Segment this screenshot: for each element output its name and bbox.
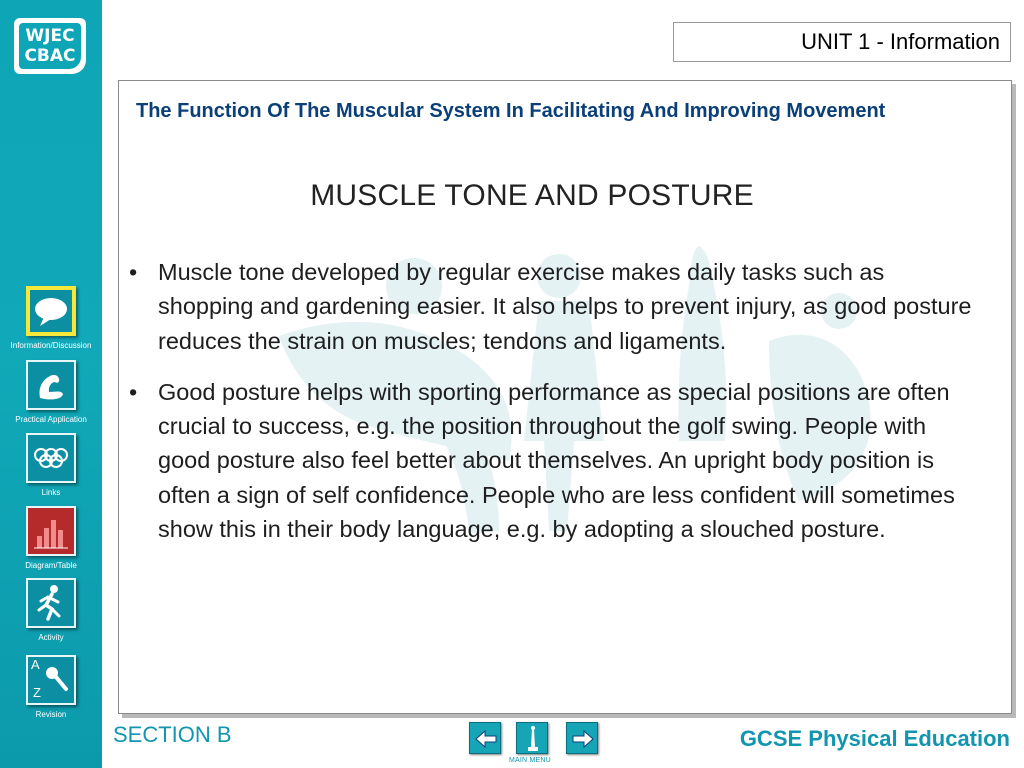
main-menu-button[interactable] bbox=[516, 722, 548, 754]
sidebar-item-revision[interactable] bbox=[0, 655, 102, 720]
bullet-text: Muscle tone developed by regular exercise makes daily tasks such as shopping and gardening easier. It also helps to prevent injury, as good posture reduces the strain on muscles; tendons and ligaments. bbox=[158, 259, 972, 354]
page-title: The Function Of The Muscular System In Facilitating And Improving Movement bbox=[136, 100, 886, 122]
unit-title: UNIT 1 - Information bbox=[673, 22, 1011, 62]
main-menu-label: MAIN MENU bbox=[509, 757, 551, 764]
back-button[interactable] bbox=[469, 722, 501, 754]
bar-chart-icon bbox=[26, 506, 76, 556]
sidebar-item-links[interactable] bbox=[0, 433, 102, 498]
wjec-logo bbox=[14, 18, 86, 74]
section-heading: MUSCLE TONE AND POSTURE bbox=[310, 179, 754, 212]
sidebar-item-label: Diagram/Table bbox=[25, 561, 77, 570]
sidebar-item-diagram-table[interactable] bbox=[0, 506, 102, 571]
revision-letter-a: A bbox=[31, 657, 40, 672]
sidebar-item-practical-application[interactable] bbox=[0, 360, 102, 425]
olympic-rings-icon bbox=[26, 433, 76, 483]
list-item: • Good posture helps with sporting performance as special positions are often crucial to success, e.g. the position throughout the golf swing. People with good posture also feel better about themselves. An upright body position is often a sign of self confidence. People who are less confident will sometimes show this in their body language, e.g. by adopting a slouched posture. bbox=[129, 378, 955, 543]
sidebar bbox=[0, 0, 102, 768]
sidebar-item-label: Links bbox=[41, 488, 61, 497]
revision-letter-z: Z bbox=[33, 685, 41, 700]
list-item: • Muscle tone developed by regular exercise makes daily tasks such as shopping and gardening easier. It also helps to prevent injury, as good posture reduces the strain on muscles; tendons and ligaments. bbox=[129, 259, 972, 354]
flexed-arm-icon bbox=[26, 360, 76, 410]
speech-bubble-icon bbox=[26, 286, 76, 336]
sidebar-item-label: Information/Discussion bbox=[10, 341, 92, 350]
main-menu-icon bbox=[517, 723, 549, 755]
bullet-list bbox=[127, 255, 983, 563]
sidebar-item-label: Activity bbox=[38, 633, 64, 642]
logo-line-1: WJEC bbox=[25, 26, 75, 46]
az-magnifier-icon bbox=[26, 655, 76, 705]
sidebar-item-information-discussion[interactable] bbox=[0, 286, 102, 351]
bullet-text: Good posture helps with sporting performance as special positions are often crucial to success, e.g. the position throughout the golf swing. People with good posture also feel better about themselves. An upright body position is often a sign of self confidence. People who are less confident will sometimes show this in their body language, e.g. by adopting a slouched posture. bbox=[158, 378, 955, 543]
running-person-icon bbox=[26, 578, 76, 628]
forward-arrow-icon bbox=[567, 723, 599, 755]
forward-button[interactable] bbox=[566, 722, 598, 754]
logo-line-2: CBAC bbox=[24, 46, 76, 66]
course-brand: GCSE Physical Education bbox=[739, 726, 1010, 751]
section-label: SECTION B bbox=[113, 722, 232, 747]
sidebar-item-label: Revision bbox=[35, 710, 67, 719]
sidebar-item-activity[interactable] bbox=[0, 578, 102, 643]
sidebar-item-label: Practical Application bbox=[15, 415, 87, 424]
back-arrow-icon bbox=[470, 723, 502, 755]
content-panel bbox=[118, 80, 1012, 714]
